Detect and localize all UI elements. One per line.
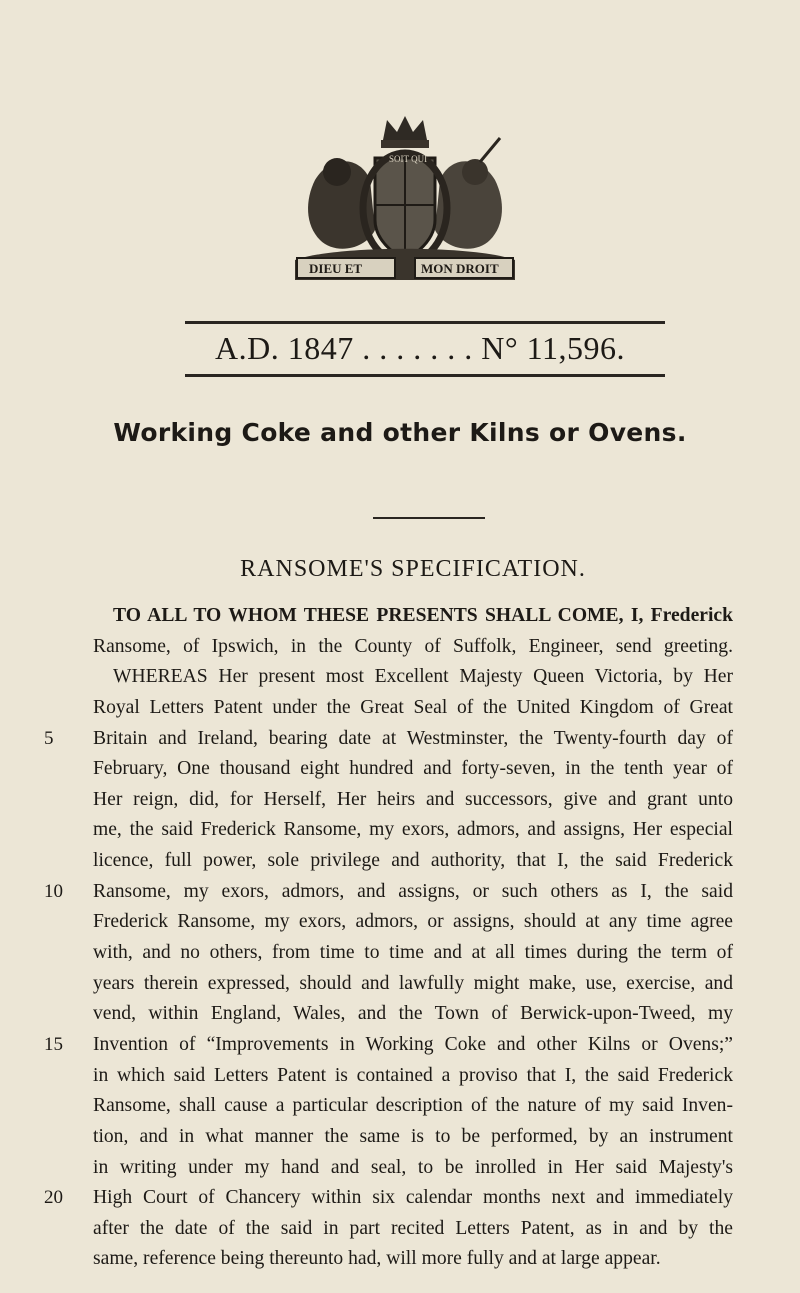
patent-header [215, 330, 655, 367]
royal-coat-of-arms-icon [275, 110, 535, 290]
text-line: me, the said Frederick Ransome, my exors, admors, and assigns, Her especial [93, 819, 733, 841]
text-line: Ransome, of Ipswich, in the County of Suffolk, Engineer, send greeting. [93, 635, 733, 657]
crest-motto-left: DIEU ET [309, 261, 363, 276]
patent-leader: . . . . . . . [362, 330, 473, 366]
text-line: years therein expressed, should and lawfully might make, use, exercise, and [93, 972, 733, 994]
text-line: TO ALL TO WHOM THESE PRESENTS SHALL COME, I, Frederick [113, 605, 733, 626]
text-line: 15 Invention of “Improvements in Working Coke and other Kilns or Ovens;” [93, 1030, 733, 1061]
text-line: licence, full power, sole privilege and authority, that I, the said Frederick [93, 850, 733, 872]
patent-year: A.D. 1847 [215, 330, 354, 366]
document-title: Working Coke and other Kilns or Ovens. [113, 418, 687, 447]
line-number: 15 [44, 1033, 63, 1055]
specification-body [44, 601, 733, 1275]
specification-heading: RANSOME'S SPECIFICATION. [240, 556, 586, 582]
text-line: Her reign, did, for Herself, Her heirs and successors, give and grant unto [93, 788, 733, 810]
text-line: vend, within England, Wales, and the Town of Berwick-upon-Tweed, my [93, 1003, 733, 1025]
text-line: Frederick Ransome, my exors, admors, or assigns, should at any time agree [93, 911, 733, 933]
text-line: WHEREAS Her present most Excellent Majesty Queen Victoria, by Her [113, 666, 733, 688]
crest-motto-right: MON DROIT [421, 261, 499, 276]
crest-garter-text: SOIT QUI [389, 154, 428, 164]
line-number: 5 [44, 727, 54, 749]
line-number: 20 [44, 1187, 63, 1209]
text-line: after the date of the said in part recited Letters Patent, as in and by the [93, 1217, 733, 1239]
text-line: tion, and in what manner the same is to be performed, by an instrument [93, 1125, 733, 1147]
text-line: 5 Britain and Ireland, bearing date at Westminster, the Twenty-fourth day of [93, 724, 733, 755]
text-line: in writing under my hand and seal, to be inrolled in Her said Majesty's [93, 1156, 733, 1178]
text-line: with, and no others, from time to time and at all times during the term of [93, 942, 733, 964]
header-bottom-rule [185, 374, 665, 377]
header-top-rule [185, 321, 665, 324]
text-line: February, One thousand eight hundred and forty-seven, in the tenth year of [93, 758, 733, 780]
text-line: same, reference being thereunto had, will more fully and at large appear. [93, 1248, 661, 1270]
text-line: in which said Letters Patent is contained a proviso that I, the said Frederick [93, 1064, 733, 1086]
title-divider [373, 517, 485, 519]
text-line: Royal Letters Patent under the Great Seal of the United Kingdom of Great [93, 696, 733, 718]
text-line: 10 Ransome, my exors, admors, and assigns, or such others as I, the said [93, 877, 733, 908]
patent-number: N° 11,596. [481, 330, 625, 366]
line-number: 10 [44, 880, 63, 902]
text-line: 20 High Court of Chancery within six calendar months next and immediately [93, 1183, 733, 1214]
text-line: Ransome, shall cause a particular description of the nature of my said Inven- [93, 1095, 733, 1117]
